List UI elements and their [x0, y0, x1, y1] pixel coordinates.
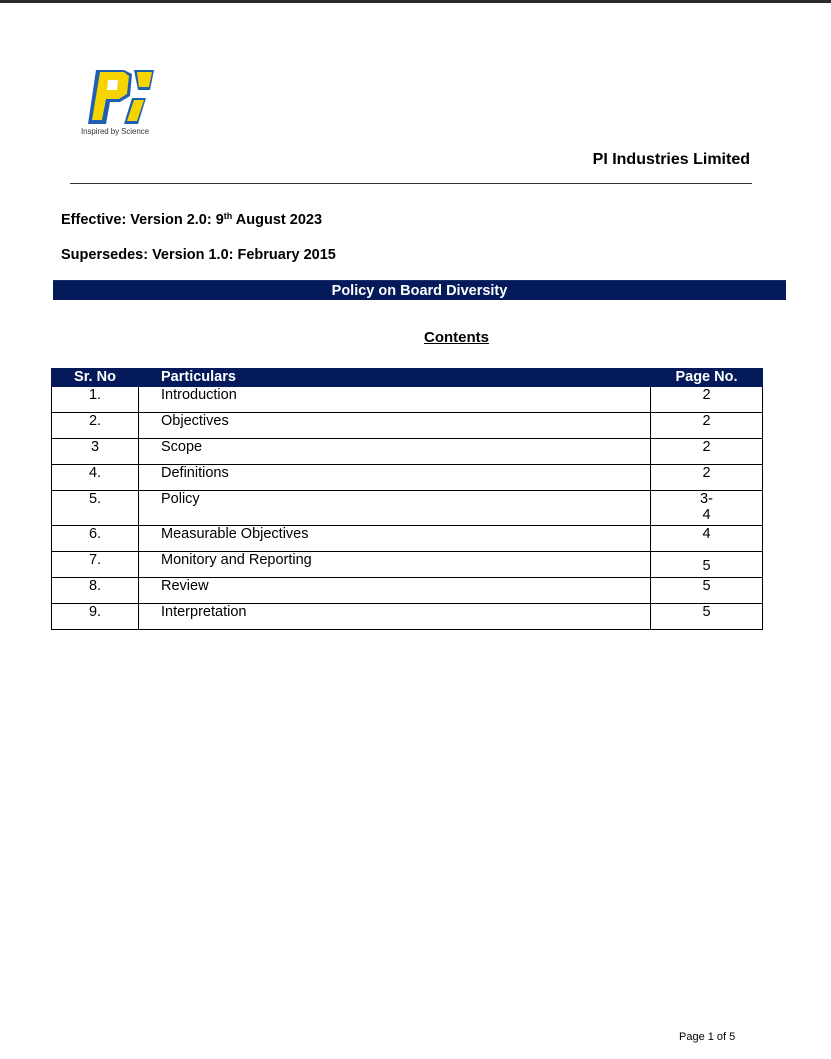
row-sr-no: 7. [52, 552, 139, 578]
row-page-no: 2 [651, 465, 763, 491]
contents-table [51, 368, 763, 630]
row-particular: Review [139, 578, 651, 604]
row-page-no: 3- 4 [651, 491, 763, 526]
table-row [52, 491, 763, 526]
policy-title-banner: Policy on Board Diversity [53, 280, 786, 300]
row-particular: Interpretation [139, 604, 651, 630]
row-page-no: 2 [651, 413, 763, 439]
column-header-page-no: Page No. [651, 369, 763, 387]
row-sr-no: 2. [52, 413, 139, 439]
contents-heading: Contents [424, 329, 489, 346]
table-row [52, 465, 763, 491]
table-row [52, 413, 763, 439]
row-page-no: 2 [651, 439, 763, 465]
company-name: PI Industries Limited [592, 151, 750, 168]
top-border [0, 0, 831, 3]
row-sr-no: 6. [52, 526, 139, 552]
row-page-no: 5 [651, 552, 763, 578]
page-number: Page 1 of 5 [679, 1031, 736, 1043]
row-particular: Monitory and Reporting [139, 552, 651, 578]
row-page-no: 2 [651, 387, 763, 413]
supersedes-version: Supersedes: Version 1.0: February 2015 [61, 247, 336, 263]
row-particular: Objectives [139, 413, 651, 439]
row-particular: Definitions [139, 465, 651, 491]
logo-tagline: Inspired by Science [81, 127, 149, 136]
row-particular: Scope [139, 439, 651, 465]
table-row [52, 526, 763, 552]
row-sr-no: 3 [52, 439, 139, 465]
row-sr-no: 1. [52, 387, 139, 413]
row-sr-no: 5. [52, 491, 139, 526]
row-sr-no: 8. [52, 578, 139, 604]
table-row [52, 552, 763, 578]
row-page-no: 5 [651, 578, 763, 604]
table-row [52, 439, 763, 465]
column-header-sr-no: Sr. No [52, 369, 139, 387]
row-sr-no: 4. [52, 465, 139, 491]
row-particular: Policy [139, 491, 651, 526]
row-particular: Measurable Objectives [139, 526, 651, 552]
column-header-particulars: Particulars [139, 369, 651, 387]
table-row [52, 387, 763, 413]
header-divider [70, 183, 752, 184]
row-page-no: 4 [651, 526, 763, 552]
row-page-no: 5 [651, 604, 763, 630]
effective-version: Effective: Version 2.0: 9th August 2023 [61, 211, 323, 228]
table-row [52, 604, 763, 630]
table-header-row [52, 369, 763, 387]
table-row [52, 578, 763, 604]
row-sr-no: 9. [52, 604, 139, 630]
row-particular: Introduction [139, 387, 651, 413]
